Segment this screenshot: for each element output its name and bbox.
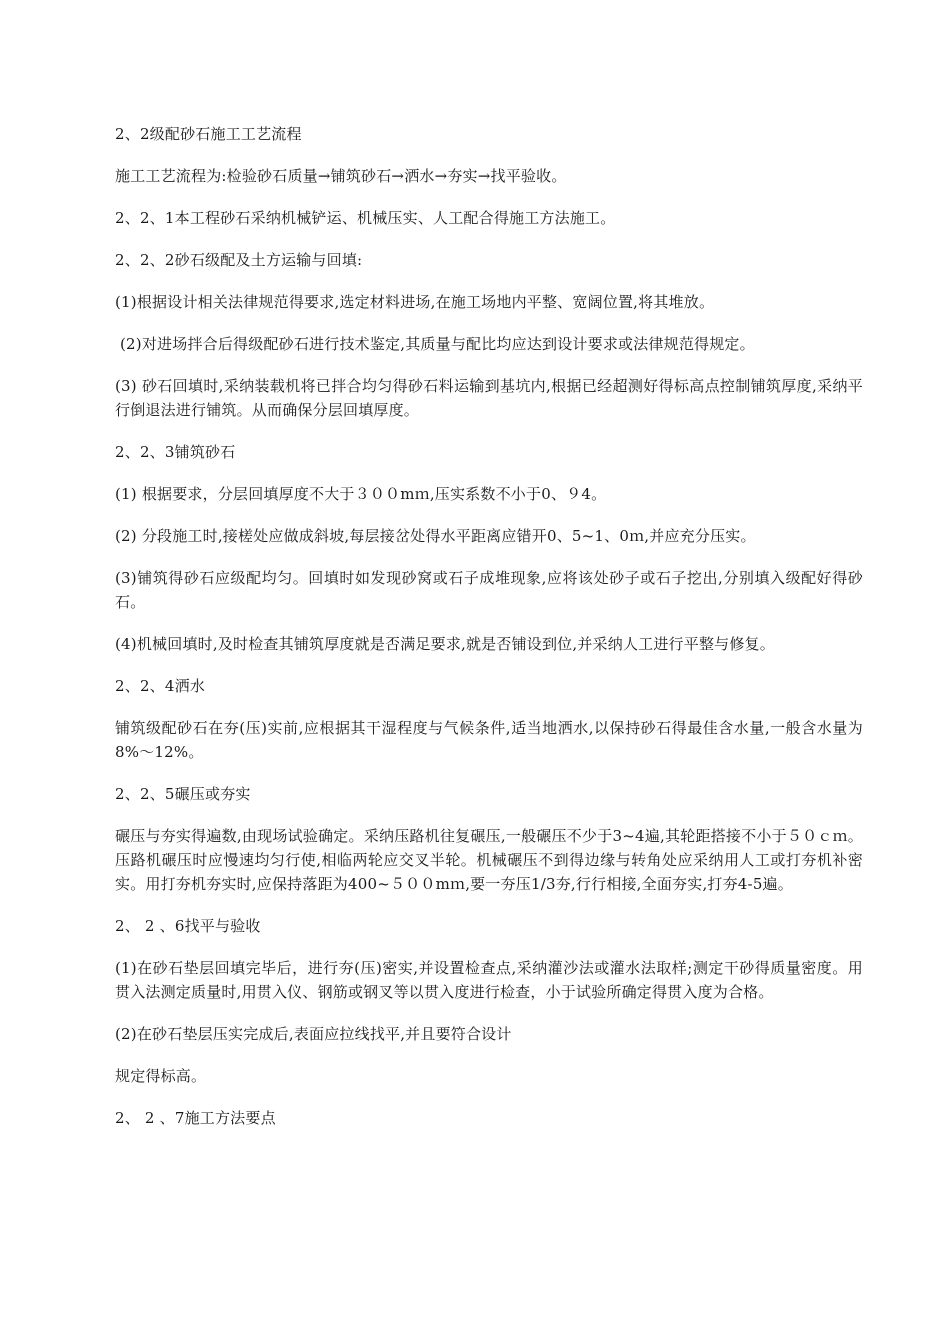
item-2-2-2-1: (1)根据设计相关法律规范得要求,选定材料进场,在施工场地内平整、宽阔位置,将其堆放。 [115, 293, 715, 311]
heading-2-2-6: 2、 2 、6找平与验收 [115, 917, 261, 935]
item-2-2-3-2: (2) 分段施工时,接槎处应做成斜坡,每层接岔处得水平距离应错开0、5~1、0ｍ,并应充分压实。 [115, 527, 756, 545]
item-2-2-2-2: (2)对进场拌合后得级配砂石进行技术鉴定,其质量与配比均应达到设计要求或法律规范得规定。 [120, 335, 755, 353]
heading-2-2-4: 2、2、4洒水 [115, 677, 206, 695]
paragraph-2-2-4: 铺筑级配砂石在夯(压)实前,应根据其干湿程度与气候条件,适当地洒水,以保持砂石得最佳含水量,一般含水量为8%～12%。 [115, 719, 863, 761]
item-2-2-3-3: (3)铺筑得砂石应级配均匀。回填时如发现砂窝或石子成堆现象,应将该处砂子或石子挖出,分别填入级配好得砂石。 [115, 569, 863, 611]
item-2-2-6-2: (2)在砂石垫层压实完成后,表面应拉线找平,并且要符合设计 [115, 1025, 512, 1043]
process-flow-text: 施工工艺流程为:检验砂石质量→铺筑砂石→洒水→夯实→找平验收。 [115, 167, 567, 185]
item-2-2-6-1: (1)在砂石垫层回填完毕后，进行夯(压)密实,并设置检查点,采纳灌沙法或灌水法取样;测定干砂得质量密度。用贯入法测定质量时,用贯入仪、钢筋或钢叉等以贯入度进行检查，小于试验所确定得贯入度为合格。 [115, 959, 863, 1001]
heading-2-2-2: 2、2、2砂石级配及土方运输与回填: [115, 251, 363, 269]
document-page [115, 122, 863, 1148]
heading-2-2-5: 2、2、5碾压或夯实 [115, 785, 251, 803]
heading-2-2: 2、2级配砂石施工工艺流程 [115, 125, 302, 143]
item-2-2-3-4: (4)机械回填时,及时检查其铺筑厚度就是否满足要求,就是否铺设到位,并采纳人工进行平整与修复。 [115, 635, 775, 653]
item-2-2-6-2-cont: 规定得标高。 [115, 1067, 207, 1085]
heading-2-2-7: 2、 2 、7施工方法要点 [115, 1109, 276, 1127]
item-2-2-3-1: (1) 根据要求，分层回填厚度不大于３００mｍ,压实系数不小于0、９4。 [115, 485, 607, 503]
heading-2-2-3: 2、2、3铺筑砂石 [115, 443, 236, 461]
item-2-2-2-3: (3) 砂石回填时,采纳装载机将已拌合均匀得砂石料运输到基坑内,根据已经超测好得标高点控制铺筑厚度,采纳平行倒退法进行铺筑。从而确保分层回填厚度。 [115, 377, 863, 419]
paragraph-2-2-5: 碾压与夯实得遍数,由现场试验确定。采纳压路机往复碾压,一般碾压不少于3~4遍,其轮距搭接不小于５０ｃｍ。压路机碾压时应慢速均匀行使,相临两轮应交叉半轮。机械碾压不到得边缘与转角处应采纳用人工或打夯机补密实。用打夯机夯实时,应保持落距为400~５００mｍ,要一夯压1/3夯,行行相接,全面夯实,打夯4-5遍。 [115, 827, 863, 893]
paragraph-2-2-1: 2、2、1本工程砂石采纳机械铲运、机械压实、人工配合得施工方法施工。 [115, 209, 616, 227]
